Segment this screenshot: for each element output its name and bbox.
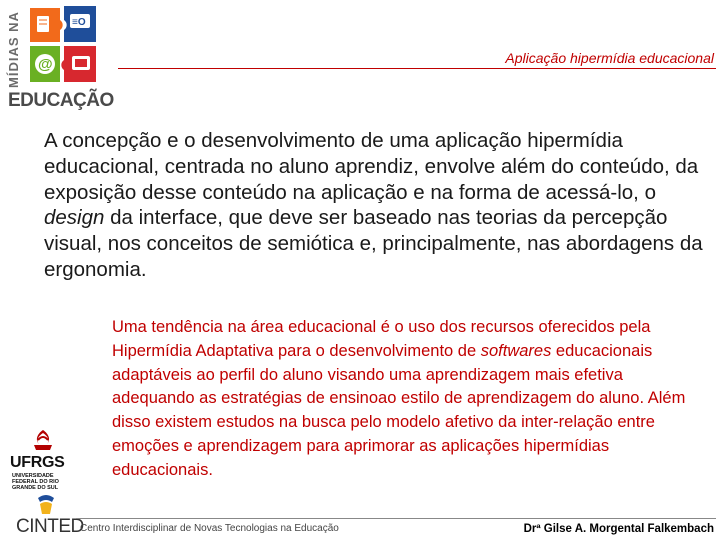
logo-vertical-text: MÍDIAS NA	[6, 11, 21, 89]
ufrgs-logo	[8, 428, 78, 491]
midias-na-educacao-logo	[6, 2, 114, 116]
puzzle-logo-icon	[6, 2, 110, 92]
sub-text-part-1: Uma tendência na área educacional é o uso dos recursos oferecidos pela Hipermídia Adaptativa para o desenvolvimento de	[112, 318, 651, 360]
ufrgs-name: UFRGS	[10, 454, 65, 471]
cinted-name: CINTED	[16, 516, 84, 537]
header-divider	[118, 68, 716, 69]
sub-text-part-2: educacionais adaptáveis ao perfil do aluno visando uma aprendizagem mais efetiva adequando as estratégias de ensinoao estilo de aprendizagem do aluno. Além disso existem estudos na busca pelo modelo afetivo da inter-relação entre emoções e aprendizagem para aprimorar as aplicações hipermídias educacionais.	[112, 341, 686, 479]
svg-text:≡O: ≡O	[72, 17, 86, 28]
main-text-part-1: A concepção e o desenvolvimento de uma aplicação hipermídia educacional, centrada no aluno aprendiz, envolve além do conteúdo, da exposição desse conteúdo na aplicação e na forma de acessá-lo, o	[44, 129, 699, 204]
sub-text-italic: softwares	[480, 341, 552, 360]
logo-bottom-text: EDUCAÇÃO	[8, 90, 114, 111]
footer-divider	[76, 518, 716, 519]
main-paragraph	[44, 128, 714, 283]
page-title: Aplicação hipermídia educacional	[505, 50, 714, 66]
cinted-emblem-icon	[34, 494, 58, 516]
footer-institution: Centro Interdisciplinar de Novas Tecnologias na Educação	[80, 523, 339, 534]
main-text-italic: design	[44, 206, 105, 230]
ufrgs-emblem-icon	[28, 428, 58, 454]
svg-text:@: @	[38, 56, 53, 73]
main-text-part-2: da interface, que deve ser baseado nas teorias da percepção visual, nos conceitos de semiótica e, principalmente, nas abordagens da ergonomia.	[44, 206, 703, 281]
sub-paragraph	[112, 316, 708, 483]
cinted-logo	[16, 494, 84, 538]
footer-author: Drª Gilse A. Morgental Falkembach	[523, 523, 714, 535]
ufrgs-subtitle: UNIVERSIDADE FEDERAL DO RIO GRANDE DO SUL	[12, 473, 59, 491]
